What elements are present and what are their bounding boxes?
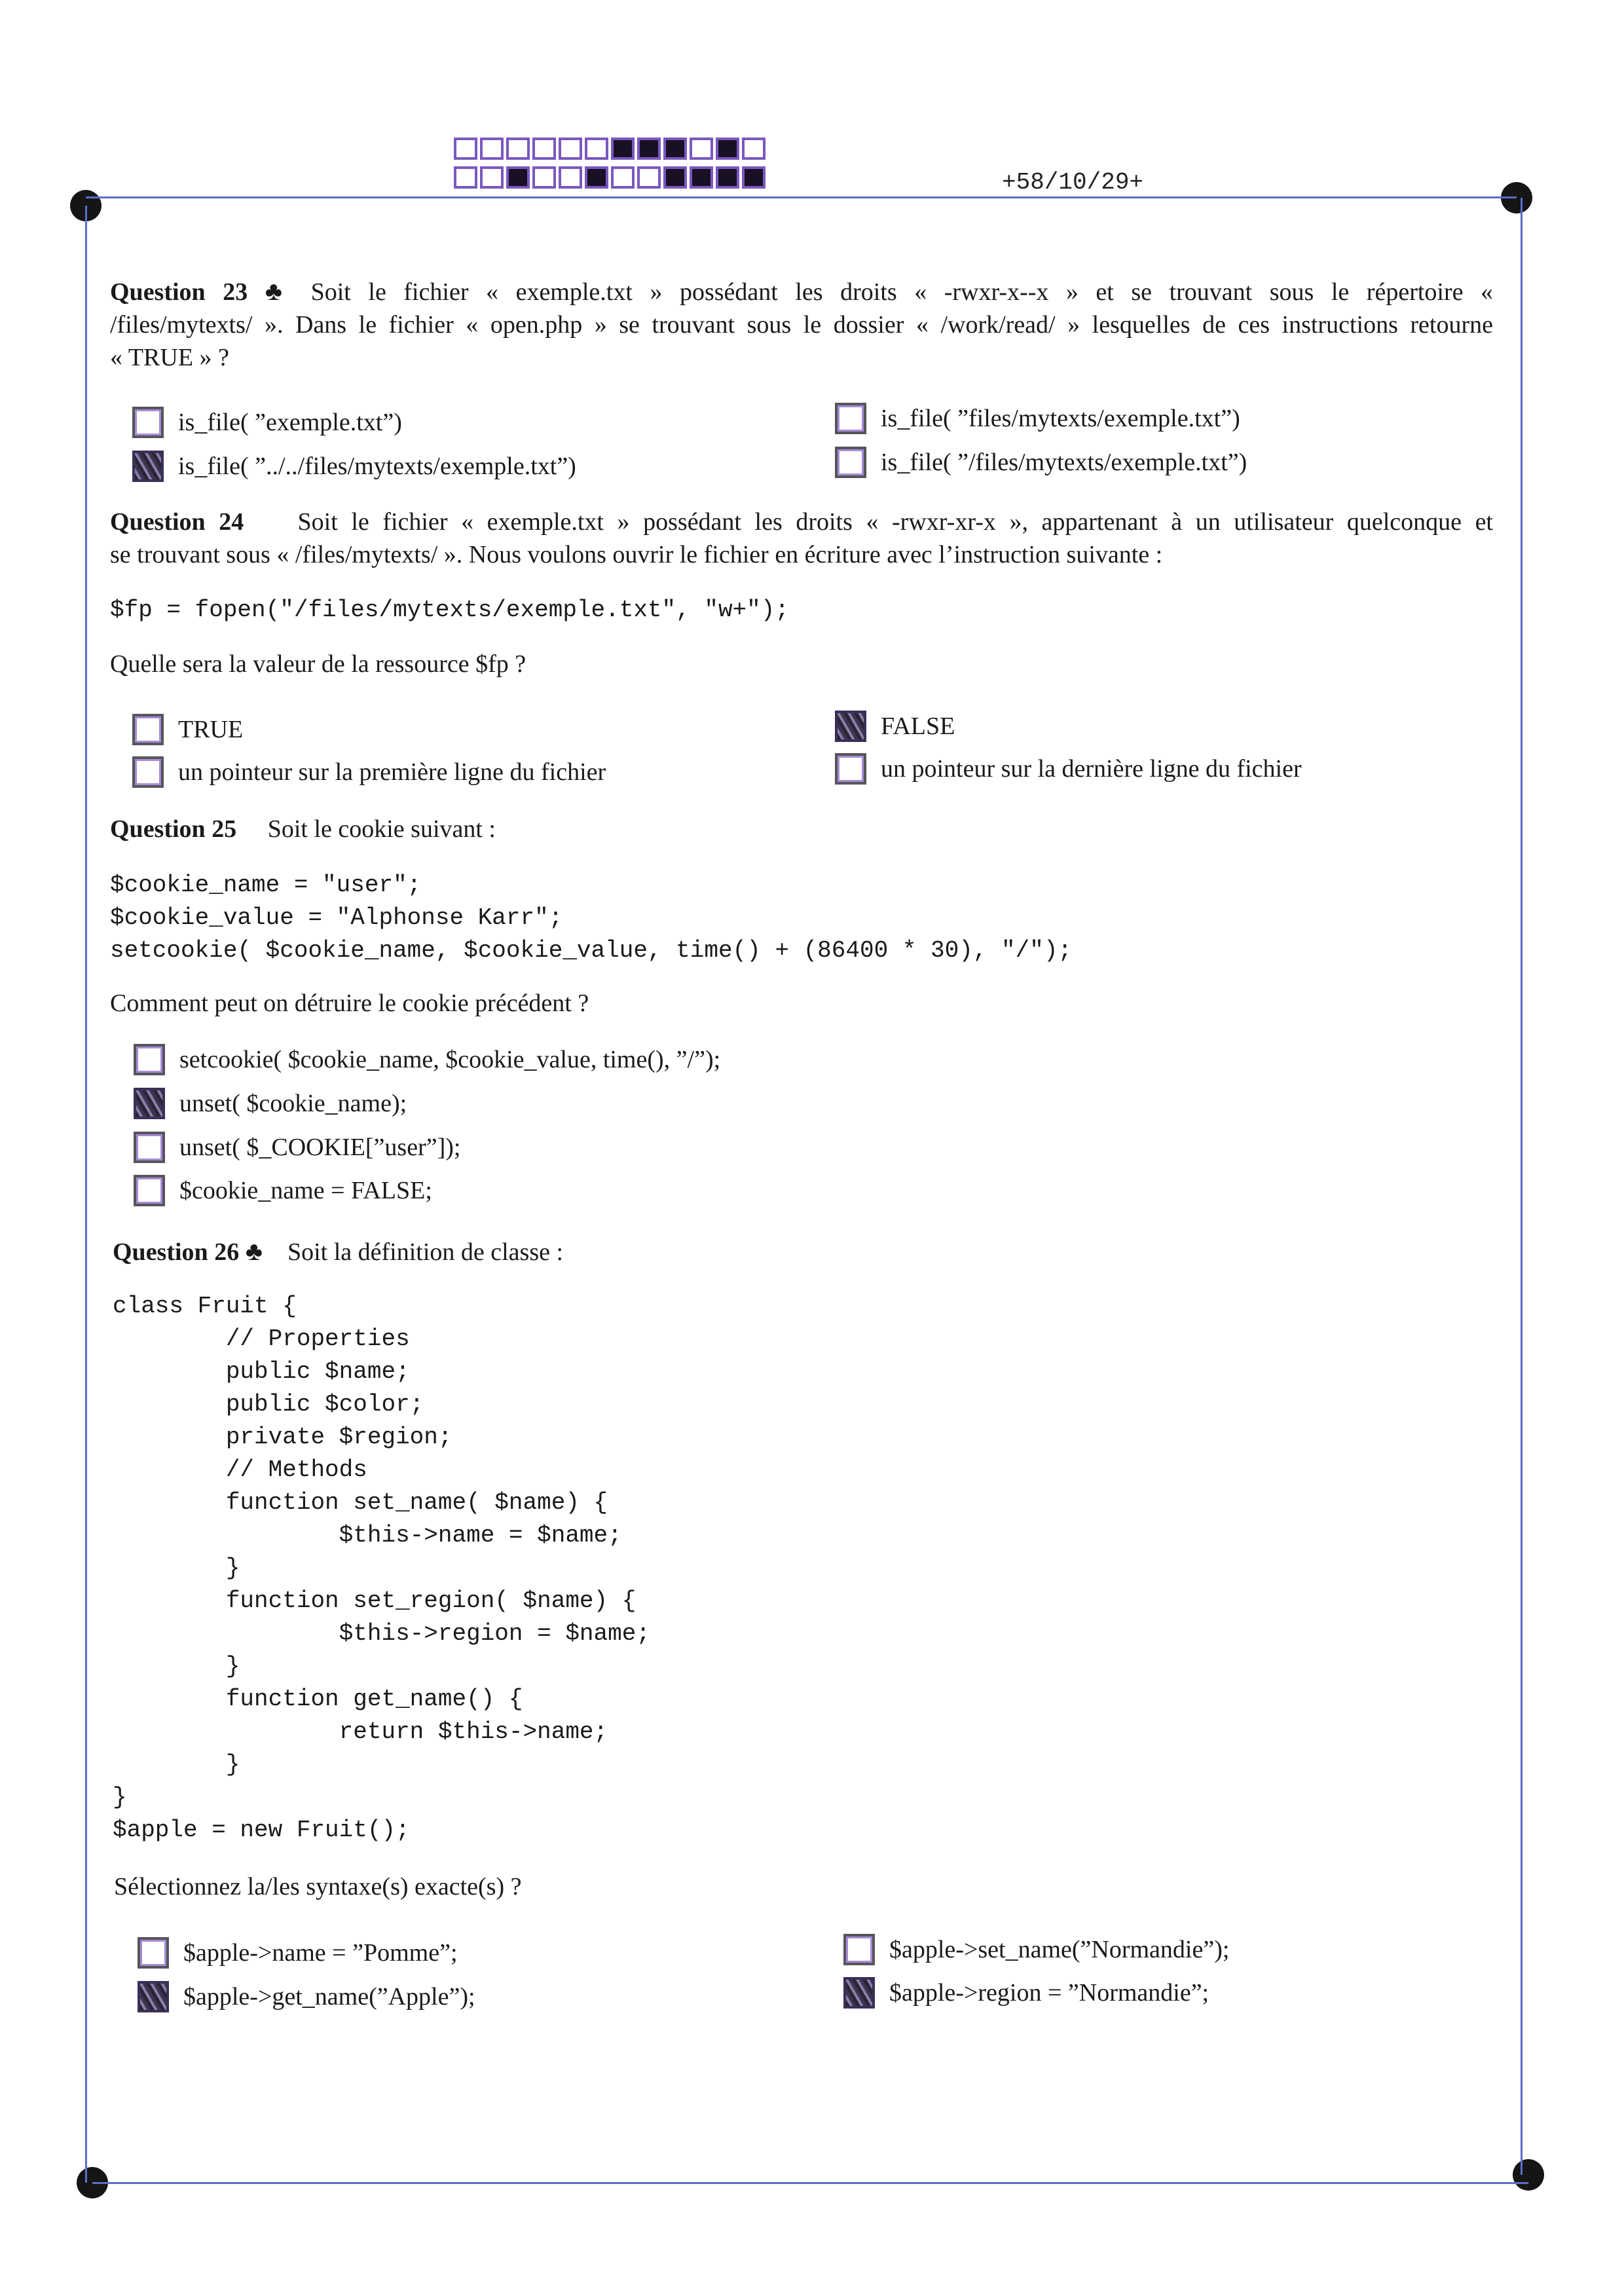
checkbox[interactable] <box>134 1044 165 1075</box>
question-25-prompt: Comment peut on détruire le cookie précédent ? <box>110 990 589 1017</box>
checkbox[interactable] <box>132 407 164 438</box>
id-code-cell <box>532 166 556 189</box>
frame-left-line <box>85 206 87 2183</box>
checkbox[interactable] <box>132 714 164 745</box>
q23-option-2[interactable] <box>132 448 576 485</box>
checkbox[interactable] <box>138 1937 169 1969</box>
q24-option-1-label: TRUE <box>178 716 244 743</box>
question-26-prompt: Sélectionnez la/les syntaxe(s) exacte(s) ? <box>114 1873 522 1900</box>
page-id: +58/10/29+ <box>1002 169 1144 196</box>
id-code-cell <box>454 138 477 160</box>
checkbox[interactable] <box>843 1934 875 1965</box>
id-code-cell <box>454 166 477 189</box>
checkbox-checked[interactable] <box>134 1088 165 1119</box>
q25-option-1[interactable] <box>134 1041 720 1078</box>
question-23 <box>110 275 1493 374</box>
question-25-number: Question 25 <box>110 815 237 843</box>
q25-option-2[interactable] <box>134 1085 407 1122</box>
id-code-cell <box>742 138 766 160</box>
id-code-cell <box>742 166 766 189</box>
question-24-code: $fp = fopen("/files/mytexts/exemple.txt", "w+"); <box>110 597 789 623</box>
q25-option-4[interactable] <box>134 1172 432 1209</box>
q23-option-1[interactable] <box>132 404 402 441</box>
frame-right-line <box>1521 198 1522 2175</box>
q26-option-1[interactable] <box>138 1935 458 1971</box>
club-icon: ♣ <box>265 276 294 306</box>
q23-option-2-label: is_file( ”../../files/mytexts/exemple.txt”) <box>178 453 576 480</box>
id-code-cell <box>480 166 504 189</box>
id-code-cell <box>559 138 582 160</box>
id-code-cell <box>585 166 608 189</box>
q24-option-4[interactable] <box>835 750 1302 787</box>
checkbox-checked[interactable] <box>132 451 164 482</box>
frame-top-line <box>86 196 1517 198</box>
checkbox[interactable] <box>835 753 866 785</box>
q24-option-2-label: un pointeur sur la première ligne du fichier <box>178 758 606 786</box>
question-26-heading <box>113 1235 563 1268</box>
question-23-number: Question 23 <box>110 278 248 306</box>
q25-option-3-label: unset( $_COOKIE[”user”]); <box>179 1134 461 1161</box>
question-24-line-1 <box>110 506 1493 538</box>
id-code-cell <box>716 138 739 160</box>
q26-option-4[interactable] <box>843 1974 1209 2011</box>
q23-option-4-label: is_file( ”/files/mytexts/exemple.txt”) <box>881 449 1247 476</box>
checkbox[interactable] <box>134 1175 165 1206</box>
checkbox-checked[interactable] <box>843 1977 875 2009</box>
checkbox[interactable] <box>835 403 866 434</box>
id-code-cell <box>611 166 635 189</box>
id-code-cell <box>716 166 739 189</box>
question-26-code: class Fruit { // Properties public $name; public $color; private $region; // Methods function set_name( $name) { $this->name = $name; } function set_region( $name) { $this->region = $name; } function get_name() { return $this->name; } } $apple = new Fruit(); <box>113 1293 650 1843</box>
q24-option-3[interactable] <box>835 708 955 745</box>
question-23-text-1: Soit le fichier « exemple.txt » possédant les droits « -rwxr-x--x » et se trouvant sous le répertoire « <box>293 278 1494 306</box>
q25-option-1-label: setcookie( $cookie_name, $cookie_value, time(), ”/”); <box>179 1046 721 1073</box>
q23-option-4[interactable] <box>835 444 1247 481</box>
checkbox[interactable] <box>132 756 164 788</box>
id-code-cell <box>559 166 582 189</box>
q23-option-3-label: is_file( ”files/mytexts/exemple.txt”) <box>881 405 1240 432</box>
question-26-number: Question 26 <box>113 1238 240 1266</box>
id-code-cell <box>637 138 661 160</box>
id-code-cell <box>506 166 530 189</box>
q25-option-4-label: $cookie_name = FALSE; <box>179 1177 432 1204</box>
question-26-text: Soit la définition de classe : <box>287 1238 564 1266</box>
checkbox-checked[interactable] <box>835 711 866 742</box>
q24-option-4-label: un pointeur sur la dernière ligne du fichier <box>881 755 1302 783</box>
question-24-number: Question 24 <box>110 508 244 536</box>
q23-option-1-label: is_file( ”exemple.txt”) <box>178 409 402 436</box>
q25-option-2-label: unset( $cookie_name); <box>179 1090 407 1117</box>
checkbox-checked[interactable] <box>138 1981 169 2012</box>
q26-option-4-label: $apple->region = ”Normandie”; <box>889 1979 1209 2007</box>
q24-option-2[interactable] <box>132 754 606 790</box>
question-25-code: $cookie_name = "user"; $cookie_value = "Alphonse Karr"; setcookie( $cookie_name, $cookie_value, time() + (86400 * 30), "/"); <box>110 872 1073 964</box>
q26-option-3-label: $apple->set_name(”Normandie”); <box>889 1936 1230 1963</box>
q25-option-3[interactable] <box>134 1129 460 1166</box>
q23-option-3[interactable] <box>835 400 1240 437</box>
page-id-code-grid <box>454 138 768 196</box>
id-code-cell <box>585 138 608 160</box>
id-code-cell <box>637 166 661 189</box>
frame-bottom-line <box>92 2182 1528 2184</box>
q26-option-2[interactable] <box>138 1978 475 2015</box>
checkbox[interactable] <box>134 1132 165 1163</box>
question-25-heading <box>110 813 496 845</box>
club-icon: ♣ <box>245 1236 263 1266</box>
id-code-cell <box>663 138 687 160</box>
question-23-line-3: « TRUE » ? <box>110 344 229 371</box>
q24-option-3-label: FALSE <box>881 713 955 740</box>
id-code-cell <box>690 138 713 160</box>
q24-option-1[interactable] <box>132 711 243 748</box>
q26-option-2-label: $apple->get_name(”Apple”); <box>183 1983 475 2010</box>
question-24-line-2: se trouvant sous « /files/mytexts/ ». Nous voulons ouvrir le fichier en écriture avec l’instruction suivante : <box>110 541 1163 568</box>
id-code-cell <box>663 166 687 189</box>
checkbox[interactable] <box>835 447 866 478</box>
question-24-prompt: Quelle sera la valeur de la ressource $fp ? <box>110 650 526 678</box>
question-23-line-1 <box>110 275 1493 308</box>
id-code-cell <box>690 166 713 189</box>
corner-marker-bottom-right <box>1513 2159 1544 2191</box>
id-code-cell <box>506 138 530 160</box>
id-code-cell <box>480 138 504 160</box>
question-24-text-1: Soit le fichier « exemple.txt » possédant les droits « -rwxr-xr-x », appartenant à un utilisateur quelconque et <box>297 508 1493 536</box>
question-25-text: Soit le cookie suivant : <box>267 815 496 843</box>
q26-option-1-label: $apple->name = ”Pomme”; <box>183 1939 458 1967</box>
id-code-cell <box>611 138 635 160</box>
q26-option-3[interactable] <box>843 1931 1229 1968</box>
id-code-cell <box>532 138 556 160</box>
question-23-line-2: /files/mytexts/ ». Dans le fichier « open.php » se trouvant sous le dossier « /work/read/ » lesquelles de ces instructions retourne <box>110 311 1493 339</box>
question-24 <box>110 506 1493 571</box>
